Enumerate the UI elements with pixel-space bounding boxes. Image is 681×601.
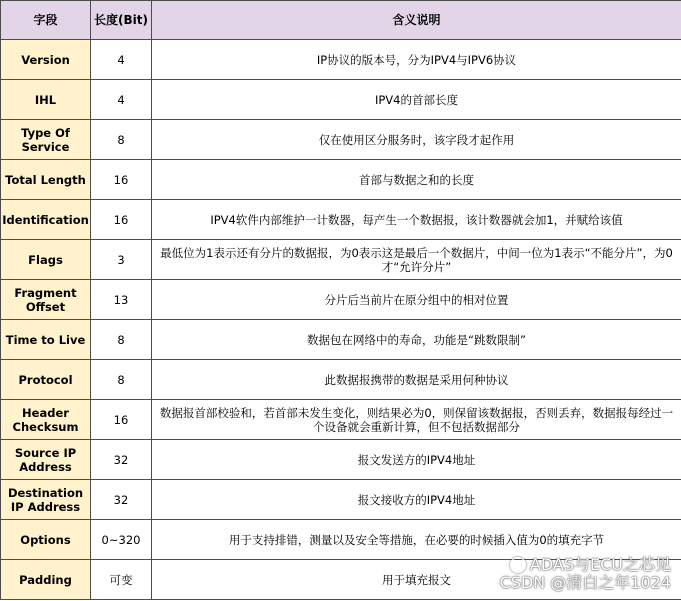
row-field: Destination IP Address <box>1 480 91 520</box>
row-field: Fragment Offset <box>1 280 91 320</box>
row-length: 16 <box>91 400 152 440</box>
row-description: 首部与数据之和的长度 <box>152 160 681 200</box>
row-description: 报文接收方的IPV4地址 <box>152 480 681 520</box>
row-length: 4 <box>91 80 152 120</box>
watermark-text-2: CSDN @清白之年1024 <box>499 573 671 592</box>
row-field: Flags <box>1 240 91 280</box>
row-field: Total Length <box>1 160 91 200</box>
row-length: 16 <box>91 160 152 200</box>
row-description: 最低位为1表示还有分片的数据报，为0表示这是最后一个数据片，中间一位为1表示“不能分片”，为0才“允许分片” <box>152 240 681 280</box>
header-field: 字段 <box>1 1 91 40</box>
row-length: 4 <box>91 40 152 80</box>
row-length: 32 <box>91 440 152 480</box>
row-field: IHL <box>1 80 91 120</box>
row-length: 3 <box>91 240 152 280</box>
row-description: 此数据报携带的数据是采用何种协议 <box>152 360 681 400</box>
row-description: IPV4软件内部维护一计数器，每产生一个数据报，该计数器就会加1，并赋给该值 <box>152 200 681 240</box>
row-description: IP协议的版本号，分为IPV4与IPV6协议 <box>152 40 681 80</box>
row-field: Padding <box>1 560 91 600</box>
row-field: Source IP Address <box>1 440 91 480</box>
row-length: 16 <box>91 200 152 240</box>
row-length: 0~320 <box>91 520 152 560</box>
row-description: IPV4的首部长度 <box>152 80 681 120</box>
row-description: 用于支持排错，测量以及安全等措施，在必要的时候插入值为0的填充字节 <box>152 520 681 560</box>
header-description: 含义说明 <box>152 1 681 40</box>
row-length: 8 <box>91 360 152 400</box>
row-description: 数据报首部校验和，若首部未发生变化，则结果必为0，则保留该数据报，否则丢弃，数据报每经过一个设备就会重新计算，但不包括数据部分 <box>152 400 681 440</box>
row-field: Protocol <box>1 360 91 400</box>
row-description: 分片后当前片在原分组中的相对位置 <box>152 280 681 320</box>
row-length: 13 <box>91 280 152 320</box>
row-field: Time to Live <box>1 320 91 360</box>
row-length: 可变 <box>91 560 152 600</box>
row-field: Type Of Service <box>1 120 91 160</box>
row-length: 8 <box>91 120 152 160</box>
row-field: Options <box>1 520 91 560</box>
watermark-text-1: ADAS与ECU之芯见 <box>529 555 671 574</box>
row-length: 32 <box>91 480 152 520</box>
row-field: Version <box>1 40 91 80</box>
row-description: 用于填充报文 <box>152 560 681 600</box>
row-description: 仅在使用区分服务时，该字段才起作用 <box>152 120 681 160</box>
row-length: 8 <box>91 320 152 360</box>
row-description: 数据包在网络中的寿命，功能是“跳数限制” <box>152 320 681 360</box>
row-description: 报文发送方的IPV4地址 <box>152 440 681 480</box>
row-field: Identification <box>1 200 91 240</box>
header-length: 长度(Bit) <box>91 1 152 40</box>
row-field: Header Checksum <box>1 400 91 440</box>
